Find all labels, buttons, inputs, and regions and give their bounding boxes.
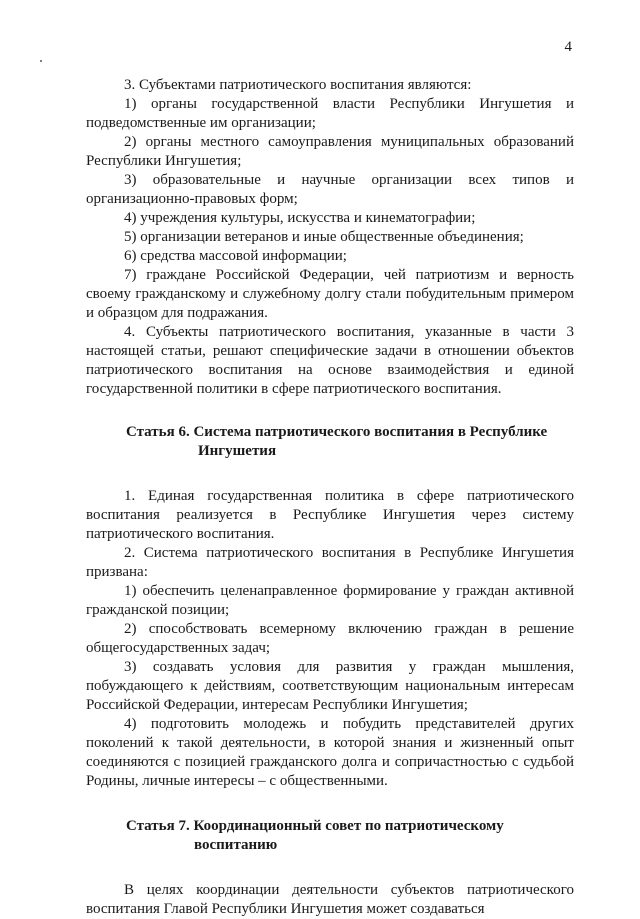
page-number: 4 — [564, 39, 572, 55]
article7-heading-line2: воспитанию — [194, 837, 278, 853]
article6-item-4: 4) подготовить молодежь и побудить представителей других поколений к такой деятельности, в которой знания и жизненный опыт соединяются с позицией гражданского долга и сопричастностью с судьбой Родины, личные интересы – с общественными. — [86, 716, 574, 789]
article6-item-1: 1) обеспечить целенаправленное формирование у граждан активной гражданской позиции; — [86, 583, 574, 618]
article7-part1: В целях координации деятельности субъектов патриотического воспитания Главой Республики Ингушетия может создаваться — [86, 882, 574, 917]
article5-item-4: 4) учреждения культуры, искусства и кинематографии; — [124, 210, 476, 226]
article5-item-6: 6) средства массовой информации; — [124, 248, 347, 264]
article6-item-3: 3) создавать условия для развития у граждан мышления, побуждающего к действиям, соответствующим национальным интересам Российской Федерации, интересам Республики Ингушетия; — [86, 659, 574, 713]
article5-item-7: 7) граждане Российской Федерации, чей патриотизм и верность своему гражданскому и служебному долгу стали побудительным примером и образцом для подражания. — [86, 267, 574, 321]
article5-item-5: 5) организации ветеранов и иные общественные объединения; — [124, 229, 524, 245]
article6-part1: 1. Единая государственная политика в сфере патриотического воспитания реализуется в Республике Ингушетия через систему патриотического воспитания. — [86, 488, 574, 542]
article5-item-2: 2) органы местного самоуправления муниципальных образований Республики Ингушетия; — [86, 134, 574, 169]
article7-heading — [86, 817, 574, 855]
article6-heading-line2: Ингушетия — [198, 443, 277, 459]
article7-heading-line1: Статья 7. Координационный совет по патриотическому — [126, 818, 504, 834]
article5-item-3: 3) образовательные и научные организации всех типов и организационно-правовых форм; — [86, 172, 574, 207]
article5-part3: 3. Субъектами патриотического воспитания являются: — [124, 77, 472, 93]
article6-item-2: 2) способствовать всемерному включению граждан в решение общегосударственных задач; — [86, 621, 574, 656]
document-body — [86, 76, 574, 919]
article5-item-1: 1) органы государственной власти Республики Ингушетия и подведомственные им организации; — [86, 96, 574, 131]
scan-speck — [40, 60, 42, 62]
article6-heading-line1: Статья 6. Система патриотического воспитания в Республике — [126, 424, 548, 440]
article6-part2: 2. Система патриотического воспитания в Республике Ингушетия призвана: — [86, 545, 574, 580]
article5-part4: 4. Субъекты патриотического воспитания, указанные в части 3 настоящей статьи, решают специфические задачи в отношении объектов патриотического воспитания на основе взаимодействия и единой государственной политики в сфере патриотического воспитания. — [86, 324, 574, 397]
article6-heading — [86, 423, 574, 461]
